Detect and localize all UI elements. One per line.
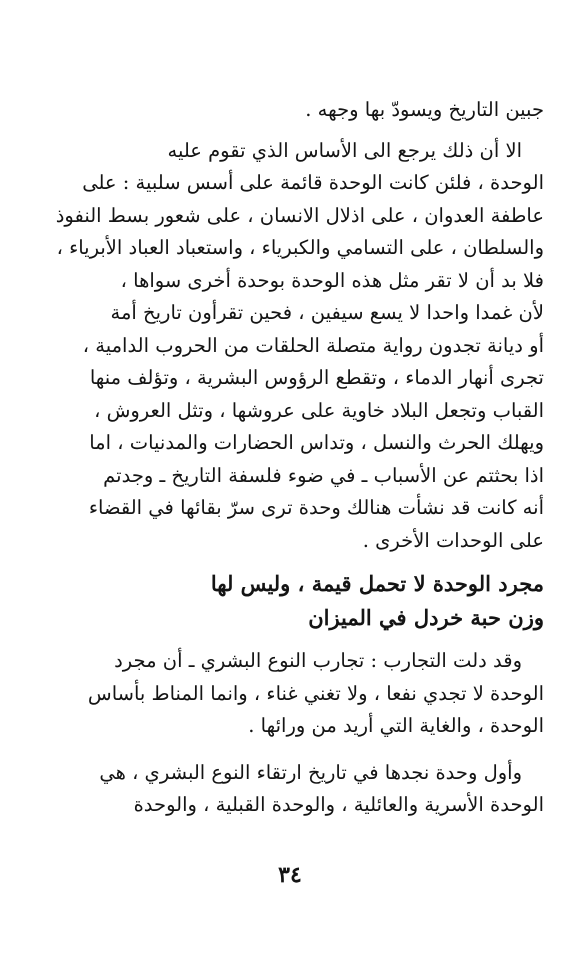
text-line: لأن غمدا واحدا لا يسع سيفين ، فحين تقرأون تاريخ أمة — [110, 301, 544, 324]
paragraph-first-unity — [36, 757, 544, 822]
text-line: الوحدة ، والغاية التي أريد من ورائها . — [248, 714, 544, 737]
text-line: فلا بد أن لا تقر مثل هذه الوحدة بوحدة أخرى سواها ، — [120, 268, 544, 292]
text-line: ويهلك الحرث والنسل ، وتداس الحضارات والمدنيات ، اما — [89, 431, 544, 454]
text-line: وأول وحدة نجدها في تاريخ ارتقاء النوع البشري ، هي — [99, 760, 522, 784]
heading-line: وزن حبة خردل في الميزان — [308, 605, 544, 630]
page-number: ٣٤ — [278, 862, 302, 888]
text-line: الا أن ذلك يرجع الى الأساس الذي تقوم عليه — [167, 138, 522, 162]
text-line: عاطفة العدوان ، على اذلال الانسان ، على شعور بسط النفوذ — [55, 203, 544, 227]
text-line: على الوحدات الأخرى . — [362, 528, 544, 552]
text-line: الوحدة لا تجدي نفعا ، ولا تغني غناء ، وانما المناط بأساس — [87, 681, 544, 705]
text-line: القباب وتجعل البلاد خاوية على عروشها ، وتثل العروش ، — [94, 398, 544, 422]
text-line: أنه كانت قد نشأت هنالك وحدة ترى سرّ بقائها في القضاء — [88, 496, 544, 519]
text-line: تجرى أنهار الدماء ، وتقطع الرؤوس البشرية ، وتؤلف منها — [89, 366, 544, 389]
text-line: الوحدة الأسرية والعائلية ، والوحدة القبلية ، والوحدة — [133, 793, 544, 816]
paragraph-unity-basis — [36, 135, 544, 558]
paragraph-experiences — [36, 645, 544, 743]
text-line: أو ديانة تجدون رواية متصلة الحلقات من الحروب الدامية ، — [82, 333, 544, 357]
text-line: اذا بحثتم عن الأسباب ـ في ضوء فلسفة التاريخ ـ وجدتم — [103, 463, 544, 487]
text-line: والسلطان ، على التسامي والكبرياء ، واستعباد العباد الأبرياء ، — [56, 236, 544, 259]
section-heading — [36, 567, 544, 635]
book-page — [36, 94, 544, 822]
text-line: الوحدة ، فلئن كانت الوحدة قائمة على أسس سلبية : على — [82, 171, 544, 194]
heading-line: مجرد الوحدة لا تحمل قيمة ، وليس لها — [210, 571, 544, 596]
paragraph-continuation — [36, 94, 544, 127]
text-line: وقد دلت التجارب : تجارب النوع البشري ـ أن مجرد — [114, 649, 522, 672]
text-line: جبين التاريخ ويسودّ بها وجهه . — [305, 98, 544, 121]
